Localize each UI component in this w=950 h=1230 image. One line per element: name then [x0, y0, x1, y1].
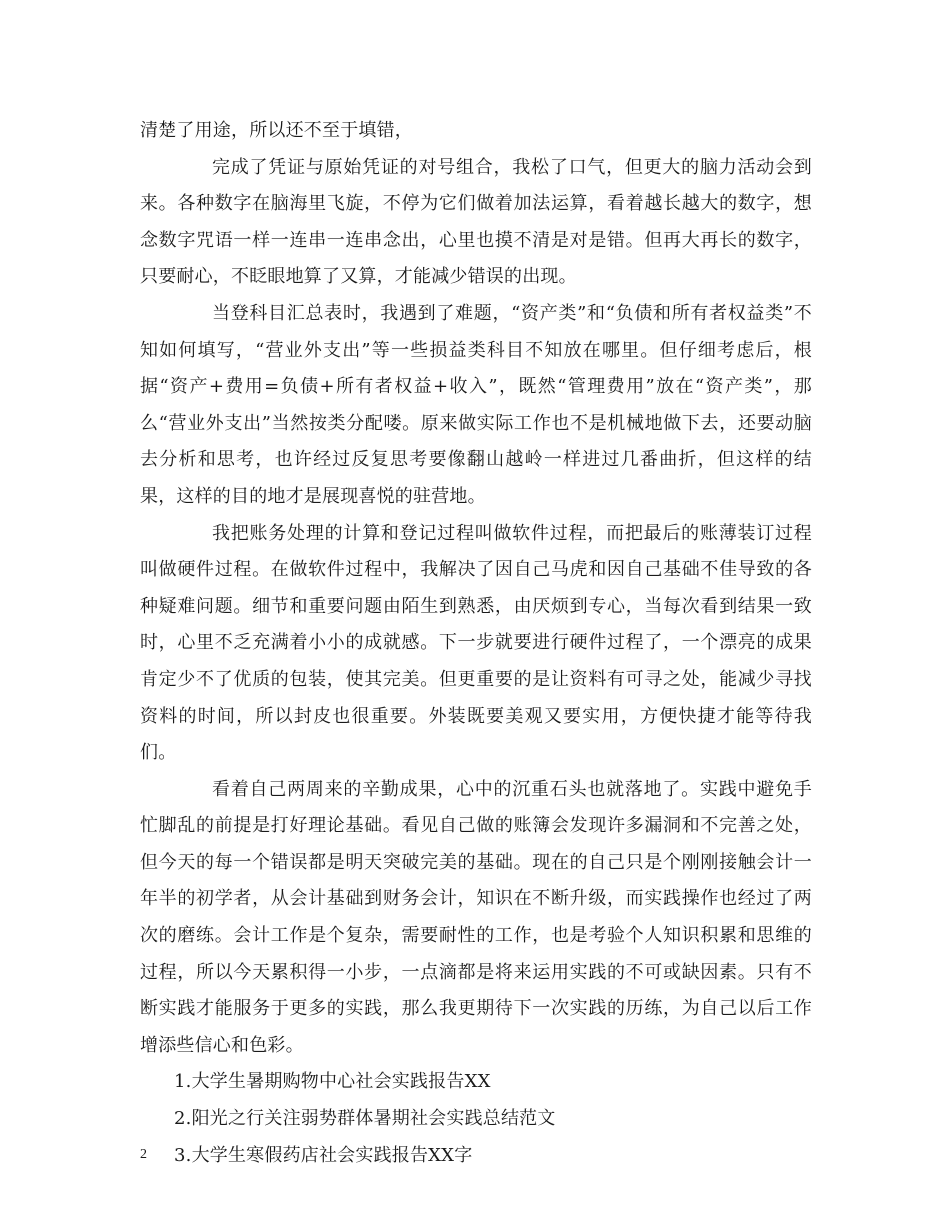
related-articles-list	[140, 1064, 812, 1174]
related-article-link[interactable]: 3.大学生寒假药店社会实践报告XX字	[174, 1144, 473, 1166]
paragraph-continuation: 清楚了用途，所以还不至于填错，	[140, 120, 413, 141]
paragraph-reflection: 看着自己两周来的辛勤成果，心中的沉重石头也就落地了。实践中避免手忙脚乱的前提是打好理论基础。看见自己做的账簿会发现许多漏洞和不完善之处，但今天的每一个错误都是明天突破完美的基础。现在的自己只是个刚刚接触会计一年半的初学者，从会计基础到财务会计，知识在不断升级，而实践操作也经过了两次的磨练。会计工作是个复杂，需要耐性的工作，也是考验个人知识积累和思维的过程，所以今天累积得一小步，一点滴都是将来运用实践的不可或缺因素。只有不断实践才能服务于更多的实践，那么我更期待下一次实践的历练，为自己以后工作增添些信心和色彩。	[140, 778, 812, 1056]
related-article-link[interactable]: 2.阳光之行关注弱势群体暑期社会实践总结范文	[174, 1108, 556, 1130]
page-number: 2	[140, 1147, 147, 1162]
document-body	[140, 113, 812, 1174]
paragraph-account-summary: 当登科目汇总表时，我遇到了难题，“资产类”和“负债和所有者权益类”不知如何填写，“营业外支出”等一些损益类科目不知放在哪里。但仔细考虑后，根据“资产+费用=负债+所有者权益+收入”，既然“管理费用”放在“资产类”，那么“营业外支出”当然按类分配喽。原来做实际工作也不是机械地做下去，还要动脑去分析和思考，也许经过反复思考要像翻山越岭一样进过几番曲折，但这样的结果，这样的目的地才是展现喜悦的驻营地。	[140, 302, 812, 507]
related-article-link[interactable]: 1.大学生暑期购物中心社会实践报告XX	[174, 1071, 491, 1093]
paragraph-voucher-matching: 完成了凭证与原始凭证的对号组合，我松了口气，但更大的脑力活动会到来。各种数字在脑海里飞旋，不停为它们做着加法运算，看着越长越大的数字，想念数字咒语一样一连串一连串念出，心里也摸不清是对是错。但再大再长的数字，只要耐心，不眨眼地算了又算，才能减少错误的出现。	[140, 156, 812, 288]
paragraph-software-hardware-process: 我把账务处理的计算和登记过程叫做软件过程，而把最后的账薄装订过程叫做硬件过程。在做软件过程中，我解决了因自己马虎和因自己基础不佳导致的各种疑难问题。细节和重要问题由陌生到熟悉，由厌烦到专心，当每次看到结果一致时，心里不乏充满着小小的成就感。下一步就要进行硬件过程了，一个漂亮的成果肯定少不了优质的包装，使其完美。但更重要的是让资料有可寻之处，能减少寻找资料的时间，所以封皮也很重要。外装既要美观又要实用，方便快捷才能等待我们。	[140, 522, 812, 764]
